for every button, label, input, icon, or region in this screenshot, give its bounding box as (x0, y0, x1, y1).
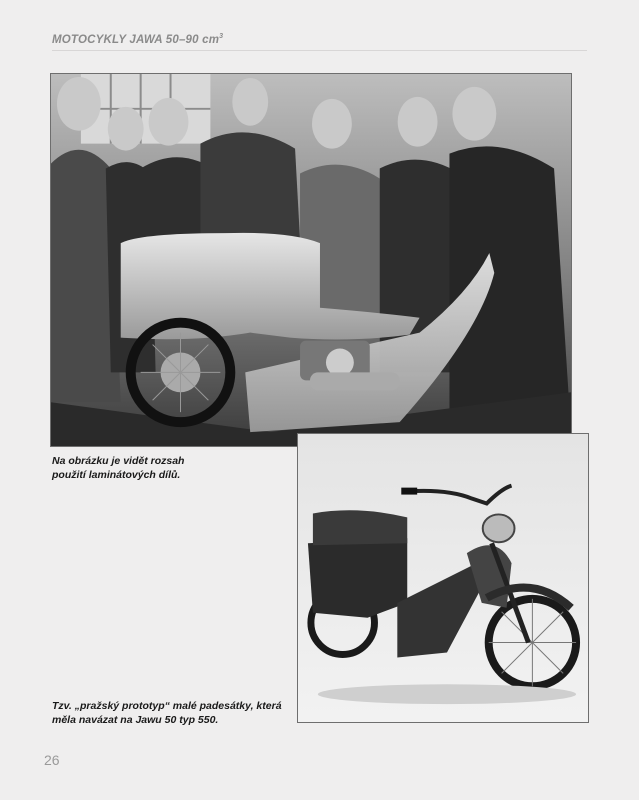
photo-prague-prototype-illustration (298, 434, 588, 722)
running-head (52, 33, 223, 46)
header-rule (52, 50, 587, 51)
caption-photo-2-line-2: měla navázat na Jawu 50 typ 550. (52, 714, 219, 726)
photo-men-inspecting-prototype-illustration (51, 74, 571, 446)
caption-photo-1-line-1: Na obrázku je vidět rozsah (52, 455, 185, 467)
running-title: MOTOCYKLY JAWA 50–90 cm (52, 33, 220, 46)
caption-photo-2 (52, 699, 292, 727)
photo-men-inspecting-prototype (50, 73, 572, 447)
caption-photo-1 (52, 454, 288, 482)
running-title-superscript: 3 (219, 33, 224, 40)
caption-photo-2-line-1: Tzv. „pražský prototyp“ malé padesátky, která (52, 700, 282, 712)
caption-photo-1-line-2: použití laminátových dílů. (52, 469, 181, 481)
photo-prague-prototype (297, 433, 589, 723)
page-number: 26 (44, 752, 60, 768)
